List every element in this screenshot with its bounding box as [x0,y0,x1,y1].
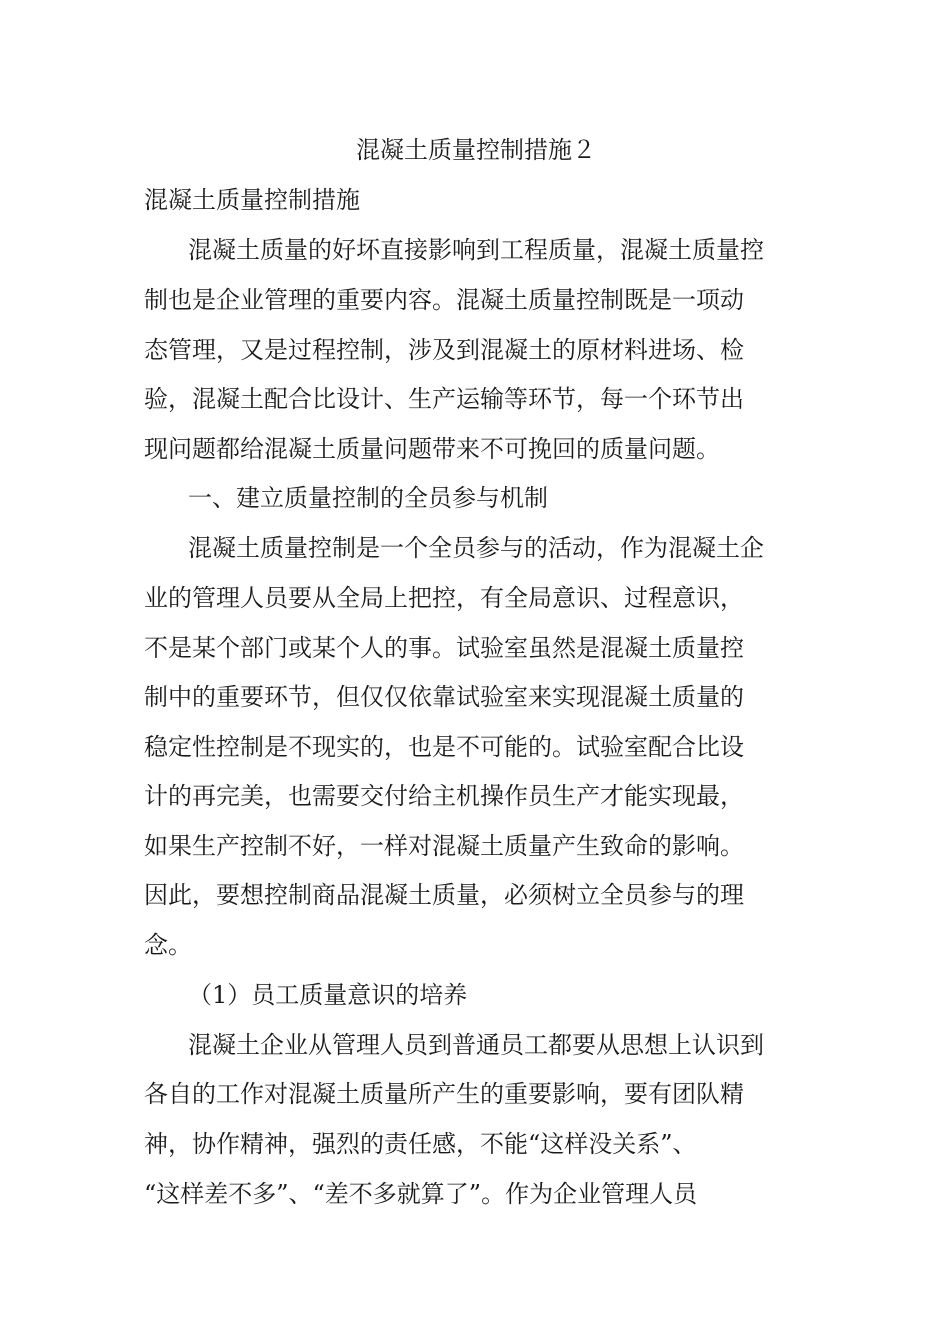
paragraph-2-line-7: 如果生产控制不好，一样对混凝土质量产生致命的影响。 [144,832,744,860]
paragraph-2-line-2: 业的管理人员要从全局上把控，有全局意识、过程意识， [144,584,744,612]
paragraph-2-line-1: 混凝土质量控制是一个全员参与的活动，作为混凝土企 [188,534,764,562]
paragraph-2-line-4: 制中的重要环节，但仅仅依靠试验室来实现混凝土质量的 [144,683,744,711]
paragraph-1-line-1: 混凝土质量的好坏直接影响到工程质量，混凝土质量控 [188,236,764,264]
paragraph-2-line-3: 不是某个部门或某个人的事。试验室虽然是混凝土质量控 [144,634,744,662]
paragraph-1-line-4: 验，混凝土配合比设计、生产运输等环节，每一个环节出 [144,385,744,413]
paragraph-1-line-3: 态管理，又是过程控制，涉及到混凝土的原材料进场、检 [144,336,744,364]
paragraph-2-line-5: 稳定性控制是不现实的，也是不可能的。试验室配合比设 [144,733,744,761]
paragraph-2-line-9: 念。 [144,931,192,959]
section-heading-2: （1）员工质量意识的培养 [188,981,468,1009]
section-heading-1: 一、建立质量控制的全员参与机制 [188,484,548,512]
paragraph-1-line-5: 现问题都给混凝土质量问题带来不可挽回的质量问题。 [144,435,720,463]
paragraph-3-line-3: 神，协作精神，强烈的责任感，不能“这样没关系”、 [144,1130,697,1158]
paragraph-3-line-2: 各自的工作对混凝土质量所产生的重要影响，要有团队精 [144,1080,744,1108]
document-subtitle: 混凝土质量控制措施 [144,186,360,214]
paragraph-1-line-2: 制也是企业管理的重要内容。混凝土质量控制既是一项动 [144,286,744,314]
paragraph-2-line-8: 因此，要想控制商品混凝土质量，必须树立全员参与的理 [144,881,744,909]
paragraph-3-line-1: 混凝土企业从管理人员到普通员工都要从思想上认识到 [188,1031,764,1059]
paragraph-3-line-4: “这样差不多”、“差不多就算了”。作为企业管理人员 [144,1180,698,1208]
paragraph-2-line-6: 计的再完美，也需要交付给主机操作员生产才能实现最， [144,782,744,810]
document-title: 混凝土质量控制措施２ [356,136,596,164]
